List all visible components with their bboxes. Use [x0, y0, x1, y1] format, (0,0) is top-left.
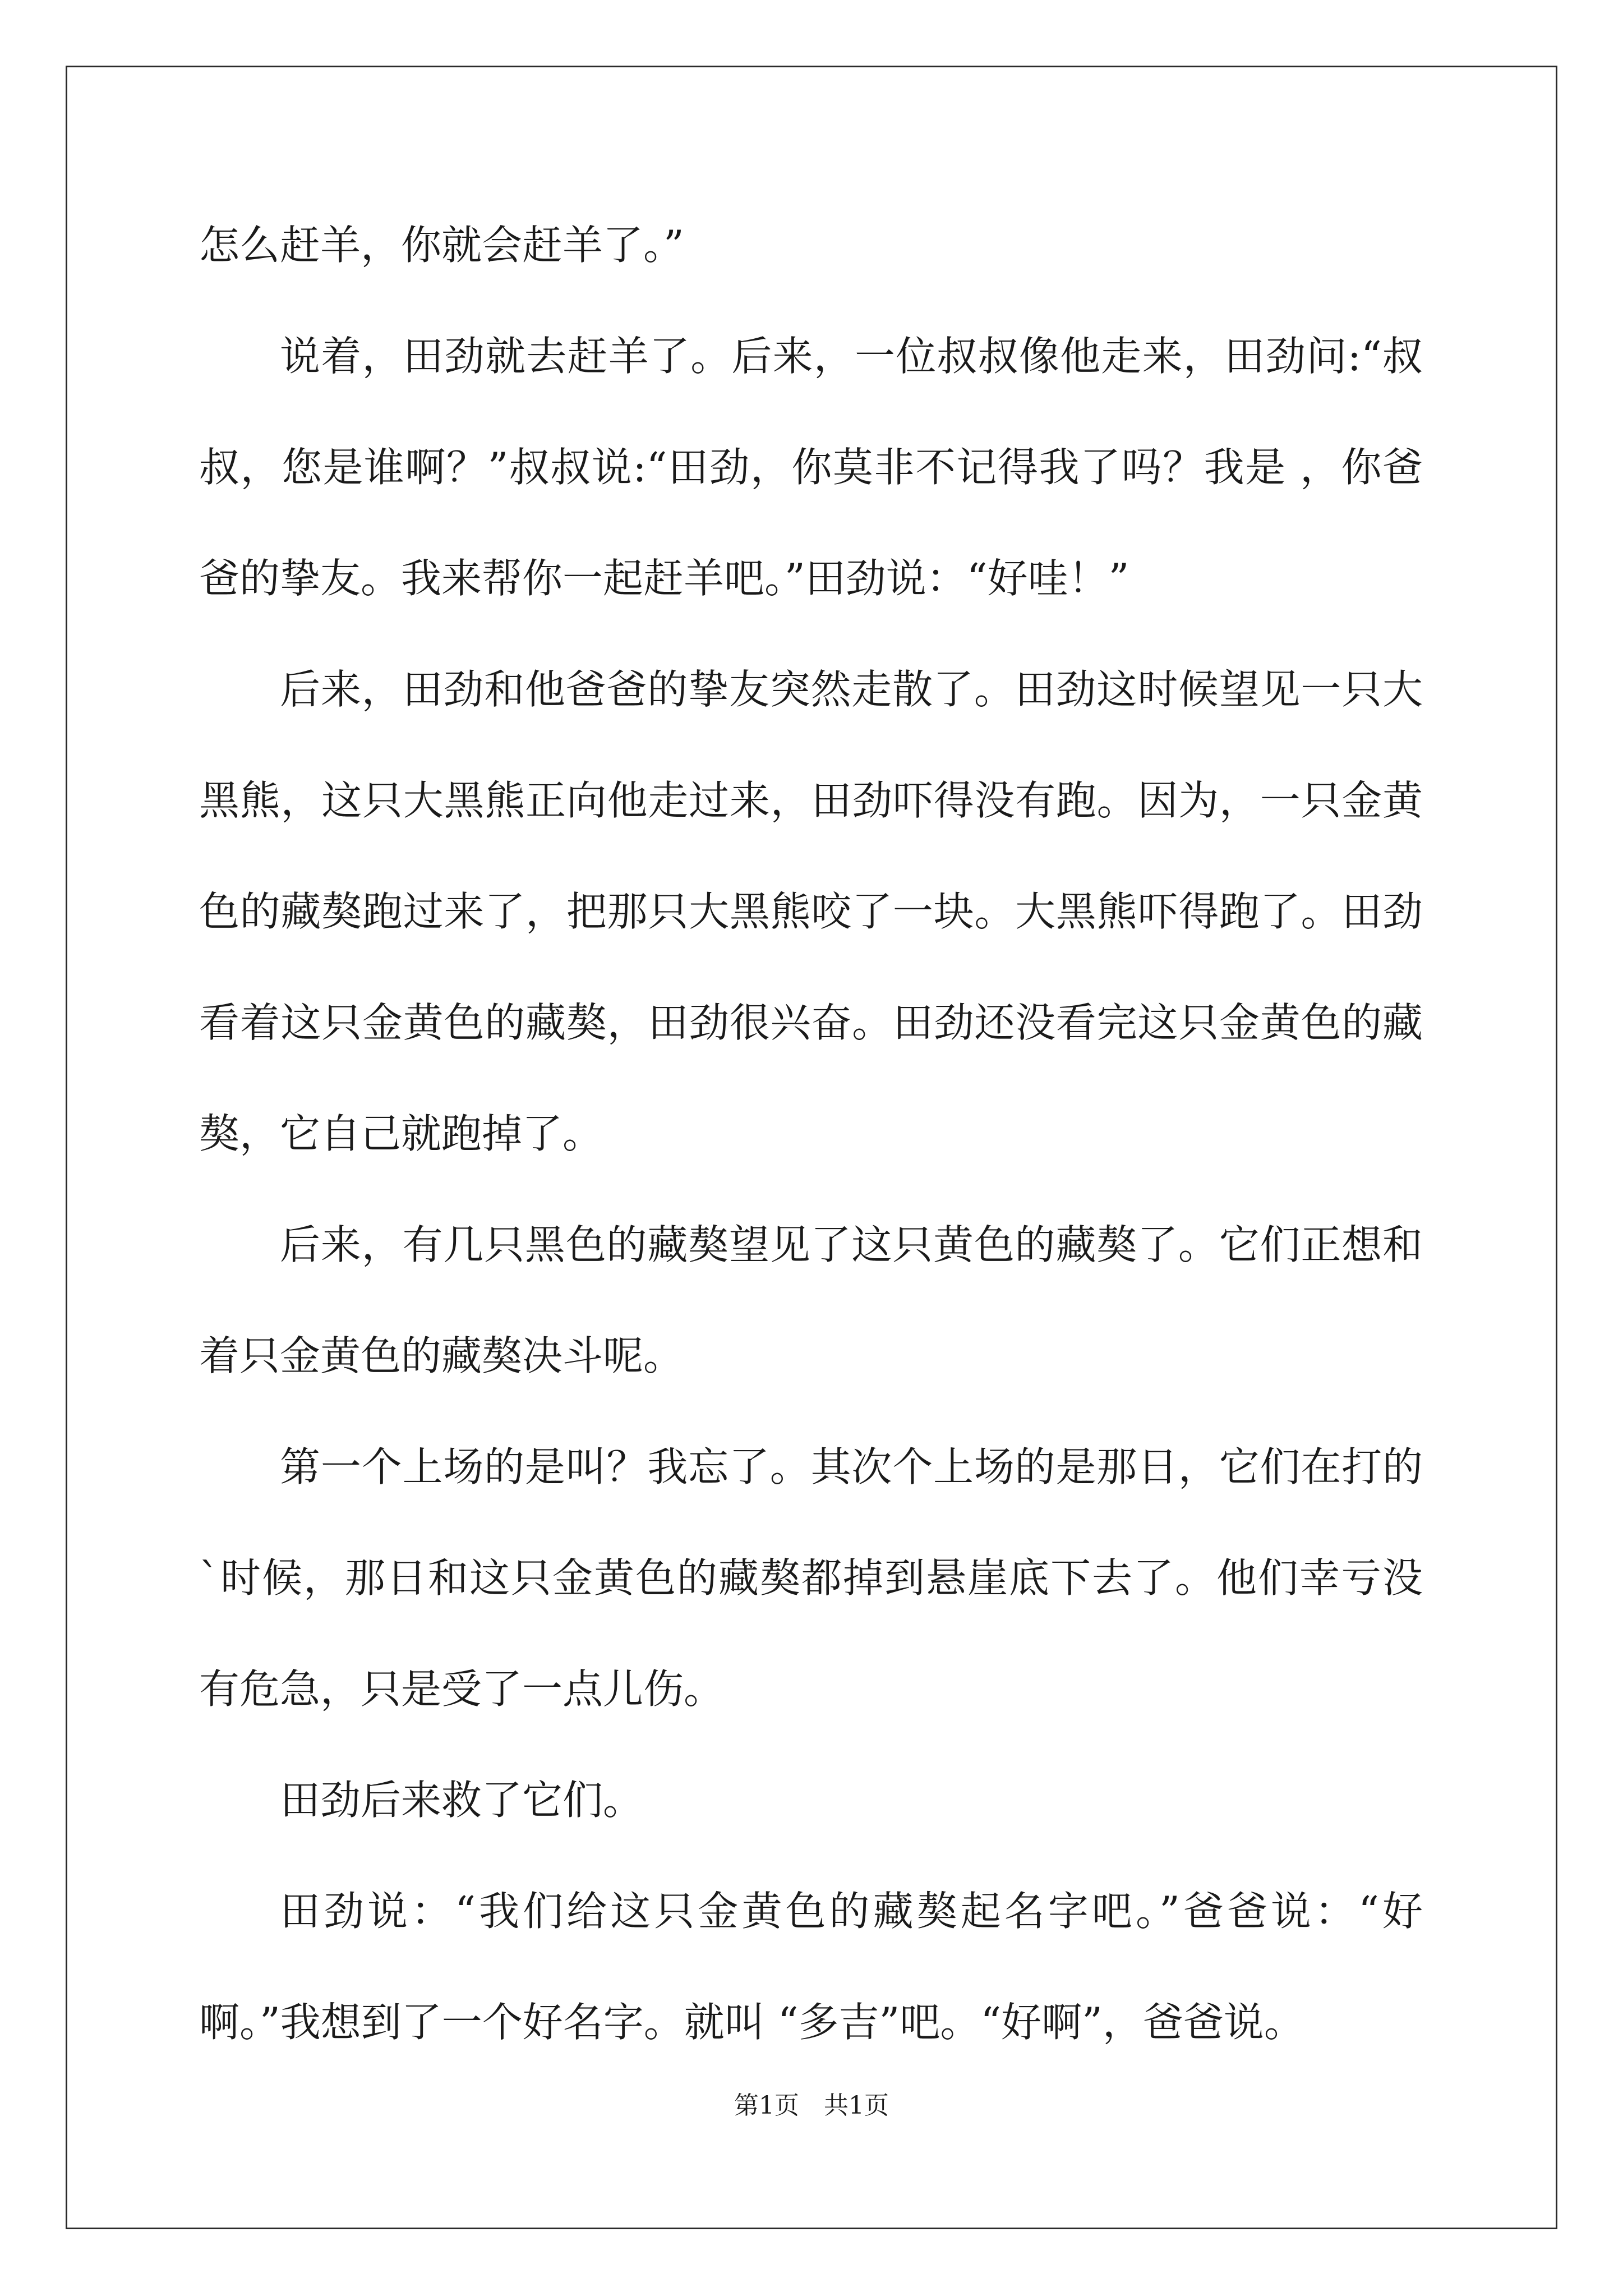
paragraph-7: 田劲说：“我们给这只金黄色的藏獒起名字吧。”爸爸说：“好啊。”我想到了一个好名字。就叫 “多吉”吧。“好啊”，爸爸说。: [199, 1888, 1423, 2046]
paragraph-4: 后来，有几只黑色的藏獒望见了这只黄色的藏獒了。它们正想和着只金黄色的藏獒决斗呢。: [199, 1221, 1423, 1379]
page-number: 第1页 共1页: [734, 2091, 889, 2120]
paragraph-3: 后来，田劲和他爸爸的挚友突然走散了。田劲这时候望见一只大黑熊，这只大黑熊正向他走过来，田劲吓得没有跑。因为，一只金黄色的藏獒跑过来了，把那只大黑熊咬了一块。大黑熊吓得跑了。田劲看着这只金黄色的藏獒，田劲很兴奋。田劲还没看完这只金黄色的藏獒，它自己就跑掉了。: [199, 666, 1423, 1157]
paragraph-1: 怎么赶羊，你就会赶羊了。”: [199, 222, 684, 269]
paragraph-2: 说着，田劲就去赶羊了。后来，一位叔叔像他走来，田劲问:“叔叔，您是谁啊？”叔叔说:“田劲，你莫非不记得我了吗？我是 ，你爸爸的挚友。我来帮你一起赶羊吧。”田劲说：“好哇！”: [199, 333, 1423, 602]
paragraph-5: 第一个上场的是叫？我忘了。其次个上场的是那日，它们在打的`时候，那日和这只金黄色的藏獒都掉到悬崖底下去了。他们幸亏没有危急，只是受了一点儿伤。: [199, 1443, 1423, 1713]
document-body: [199, 190, 1423, 2078]
paragraph-6: 田劲后来救了它们。: [280, 1777, 644, 1824]
